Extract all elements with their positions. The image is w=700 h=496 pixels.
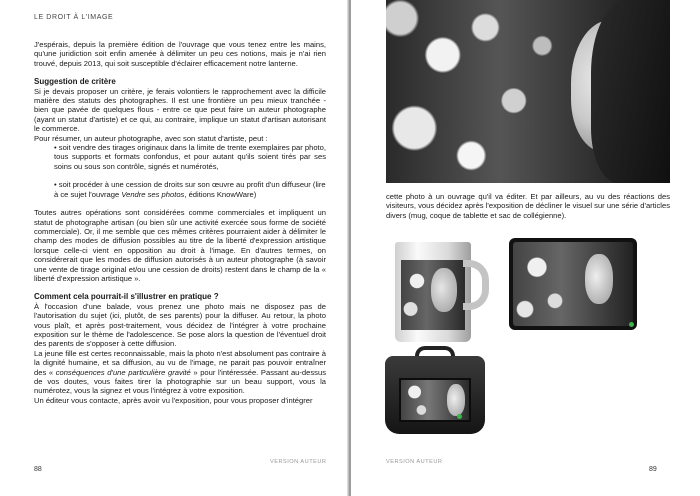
badge-icon (629, 322, 634, 327)
paragraph-girl: La jeune fille est certes reconnaissable, mais la photo n'est absolument pas contraire à la dignité humaine, et sa diffusion, au vu de l'image, ne parait pas pouvoir entraîner des « conséquences d'une particulière gravité » pour l'intéressée. Passant au-dessus de vos doutes, vous faites tirer la photographie sur un beau support, vous la numérotez, vous la signez et vous l'intégrez à votre exposition. (34, 348, 326, 396)
school-bag-image (385, 346, 485, 434)
right-page (351, 0, 700, 496)
paragraph-commercial: Toutes autres opérations sont considérées comme commerciales et impliquent un statut de photographe artisan (ou bien sûr une activité exercée sous forme de société commerciale). Or, il me semble que ces mêmes critères pourraient aider à délimiter le champ des modes de diffusion possibles au titre de la liberté d'expression artistique lorsque celle-ci vient en opposition au droit à l'image. En d'autres termes, on considérerait que les modes de diffusion autorisés à un auteur photographe (à savoir une vente de tirage original et/ou une cession de droits) restent dans le champ de la « liberté d'expression artistique ». (34, 208, 326, 283)
mug-product-image (395, 238, 491, 344)
page-number: 88 (34, 466, 42, 473)
left-page (0, 0, 349, 496)
paragraph-criterion: Si je devais proposer un critère, je ferais volontiers le rapprochement avec la difficile matière des statuts des photographes. Il est une frontière un peu mieux tranchée - bien que pavée de quelques flous - entre ce que peut faire un auteur photographe (ayant un statut d'artiste) et ce qui, au contraire, implique un statut d'artisan autorisant le commerce. (34, 86, 326, 134)
paragraph-summary: Pour résumer, un auteur photographe, avec son statut d'artiste, peut : (34, 133, 268, 143)
mug-handle (463, 260, 489, 310)
page-number: 89 (649, 466, 657, 473)
portrait-photo (386, 0, 670, 183)
left-page-body (34, 40, 326, 405)
badge-icon (457, 414, 462, 419)
version-label: VERSION AUTEUR (386, 459, 443, 465)
running-head: LE DROIT À L'IMAGE (34, 14, 114, 21)
intro-paragraph: J'espérais, depuis la première édition de l'ouvrage que vous tenez entre les mains, qu'une juridiction soit enfin amenée à délimiter un peu ces notions, mais je n'ai rien trouvé, depuis 2013, qui soit susceptible d'éclairer efficacement notre lanterne. (34, 40, 326, 68)
paragraph-editor: Un éditeur vous contacte, après avoir vu l'exposition, pour vous proposer d'intégrer (34, 395, 313, 405)
section-heading-suggestion: Suggestion de critère (34, 77, 116, 87)
bullet-original-prints: • soit vendre des tirages originaux dans la limite de trente exemplaires par photo, tous supports et formats confondus, et pour autant qu'ils soient tirés par ses soins ou sous son contrôle, signés et numérotés, (54, 143, 326, 171)
book-title: Vendre ses photos (121, 189, 185, 199)
section-heading-practice: Comment cela pourrait-il s'illustrer en pratique ? (34, 292, 219, 302)
tablet-case-image (509, 238, 637, 330)
paragraph-walk: À l'occasion d'une balade, vous prenez une photo mais ne disposez pas de l'autorisation du sujet (ici, plutôt, de ses parents) pour la diffuser. Au retour, la photo vous plaît, et après post-traitement, vous décidez de l'intégrer à votre prochaine exposition sur le thème de l'adolescence. Se pose alors la question de l'éventuel droit des parents de s'opposer à cette diffusion. (34, 301, 326, 349)
paragraph-derivatives: cette photo à un ouvrage qu'il va éditer. Et par ailleurs, au vu des réactions des visiteurs, vous décidez après l'exposition de décliner le visuel sur une série d'articles divers (mug, coque de tablette et sac de collégienne). (386, 192, 670, 220)
version-label: VERSION AUTEUR (270, 459, 327, 465)
bullet-rights-cession: • soit procéder à une cession de droits sur son œuvre au profit d'un diffuseur (lire à ce sujet l'ouvrage Vendre ses photos, éditions KnowWare) (54, 180, 326, 199)
girl-hair (591, 0, 670, 183)
